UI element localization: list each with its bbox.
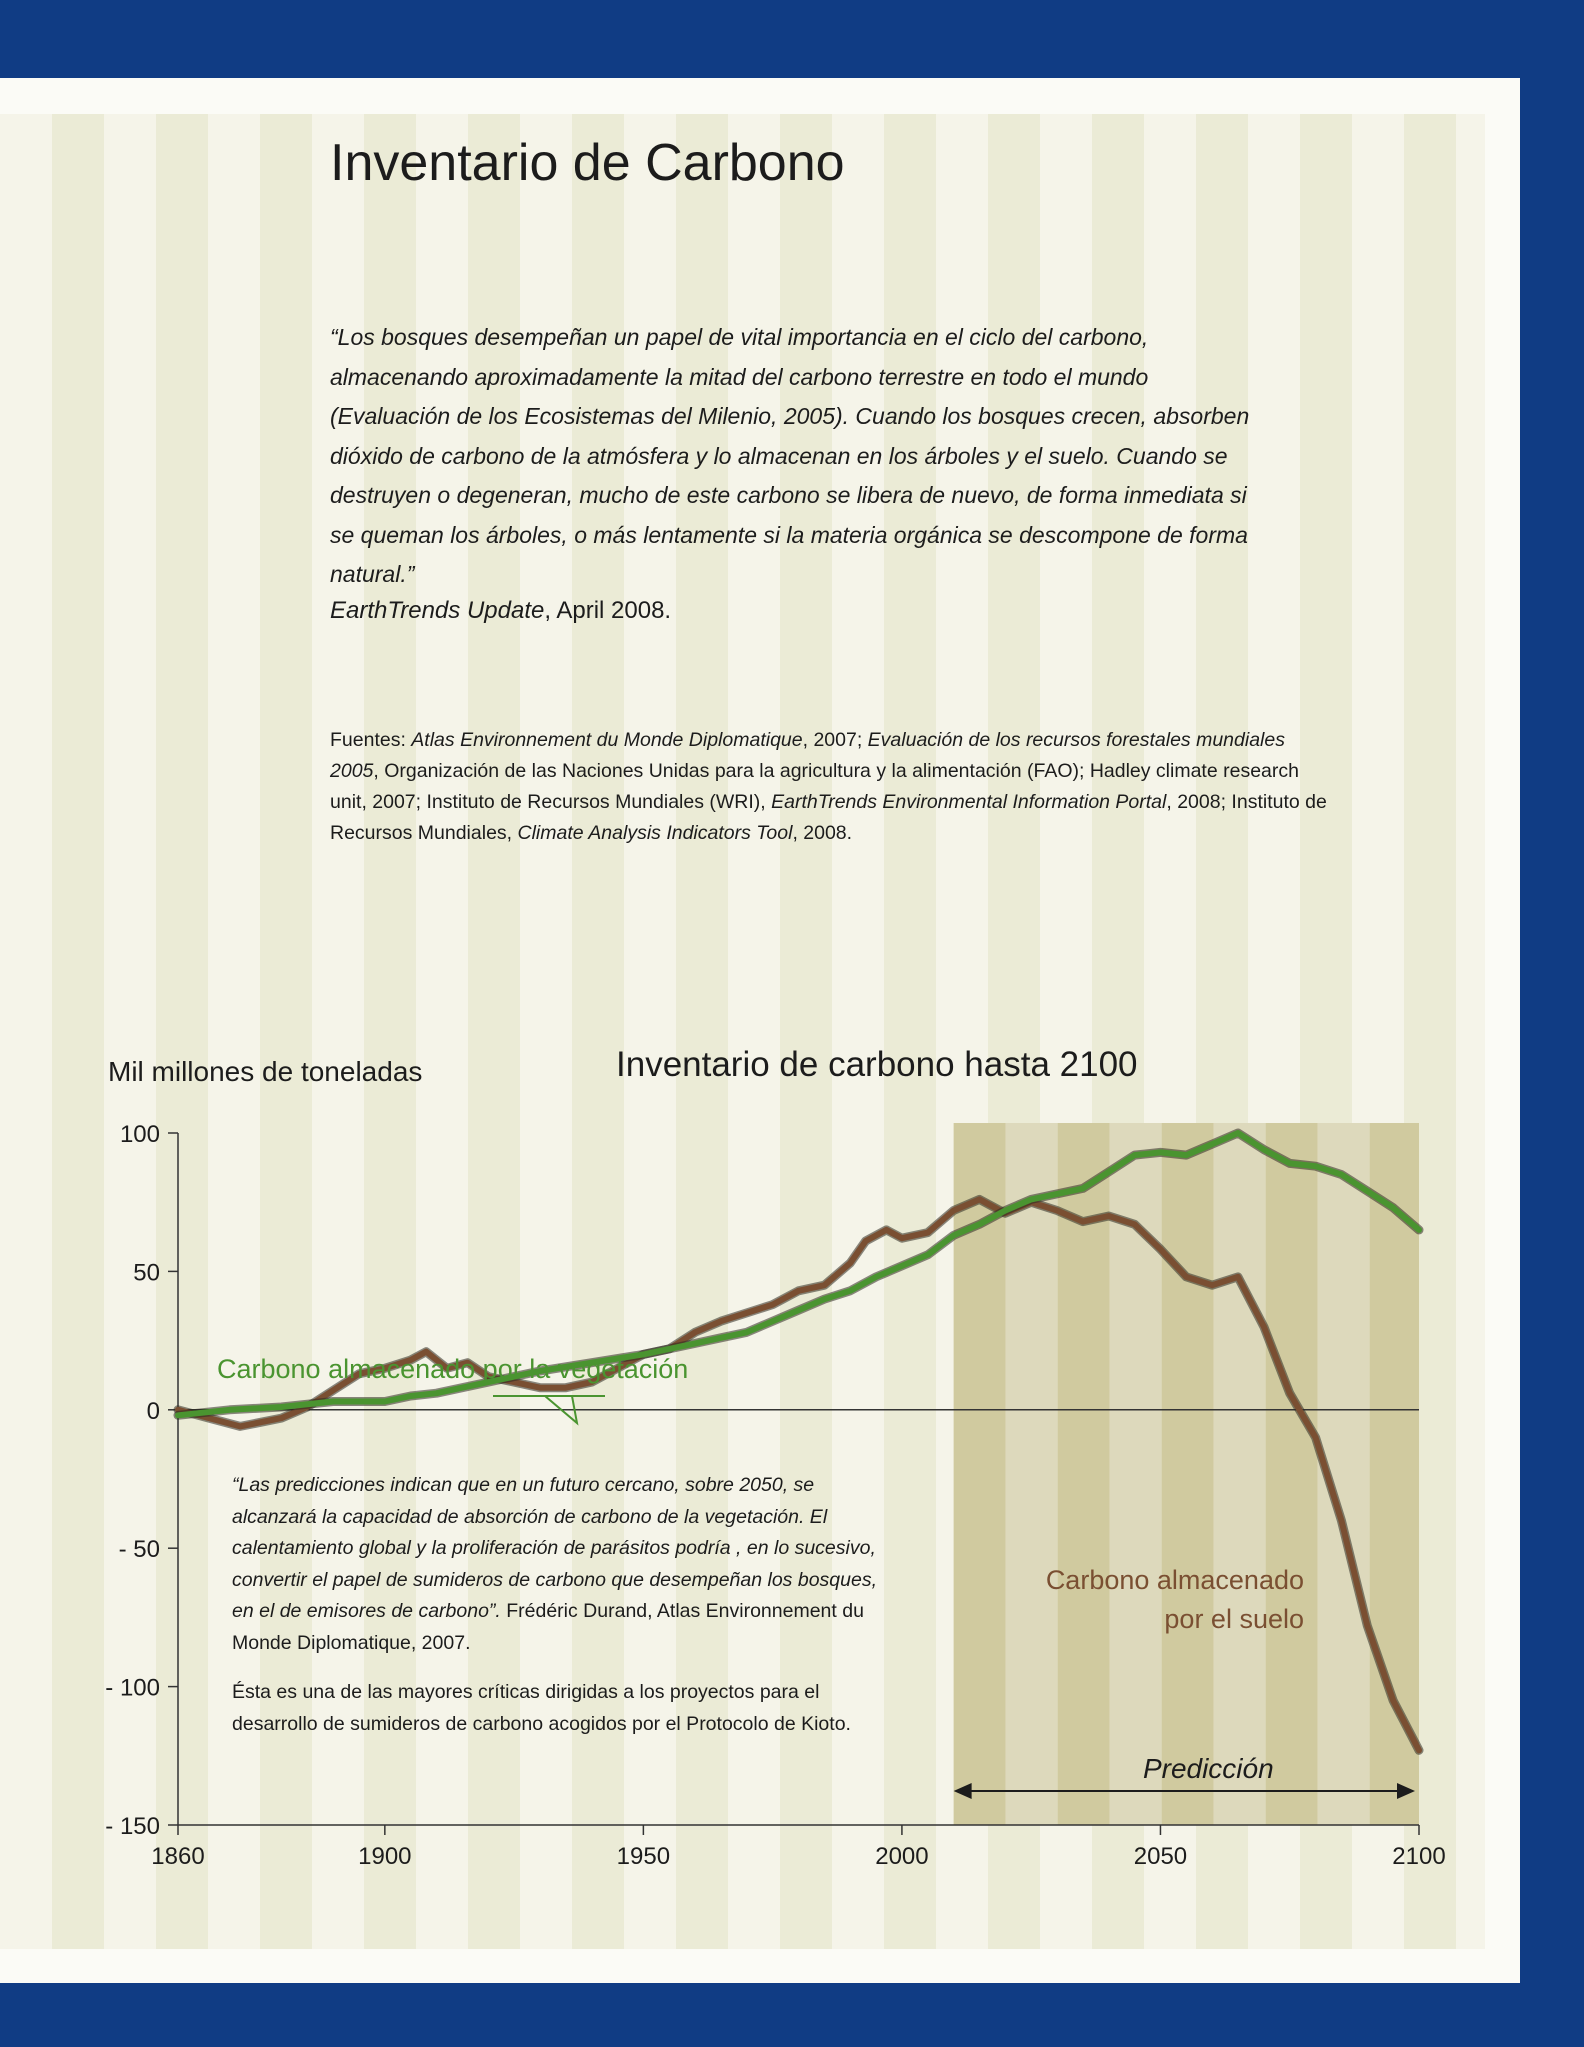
vegetation-series-point: [720, 1337, 721, 1338]
soil-series-point: [1419, 1750, 1420, 1751]
soil-series-point: [1212, 1285, 1213, 1286]
soil-series-point: [746, 1312, 747, 1313]
y-tick-label: 0: [146, 1397, 160, 1425]
vegetation-series-point: [1238, 1133, 1239, 1134]
source-sep-2: , 2008; Instituto de Recursos Mundiales,: [330, 791, 1327, 844]
soil-series-point: [1134, 1224, 1135, 1225]
soil-series-point: [720, 1321, 721, 1322]
chart-note: [232, 1470, 882, 1740]
vegetation-series-point: [1212, 1144, 1213, 1145]
vegetation-series-point: [384, 1401, 385, 1402]
prediction-band-stripe: [1006, 1123, 1058, 1825]
sources-lead: Fuentes:: [330, 729, 412, 751]
soil-series-point: [1263, 1326, 1264, 1327]
source-earthtrends: EarthTrends Environmental Information Portal: [771, 791, 1167, 813]
vegetation-series-point: [979, 1224, 980, 1225]
prediction-quote-attribution: Frédéric Durand, Atlas Environnement du Monde Diplomatique, 2007.: [232, 1600, 864, 1654]
prediction-band-stripe: [1058, 1123, 1110, 1825]
vegetation-series-point: [1341, 1174, 1342, 1175]
vegetation-series-label: Carbono almacenado por la vegetación: [217, 1354, 689, 1384]
source-sep-1: , 2007;: [802, 729, 868, 751]
soil-series-point: [1289, 1393, 1290, 1394]
soil-series-point: [1057, 1210, 1058, 1211]
soil-series-point: [1186, 1276, 1187, 1277]
x-tick-label: 1900: [358, 1843, 412, 1870]
soil-series-point: [1315, 1437, 1316, 1438]
soil-series-point: [979, 1199, 980, 1200]
y-tick-label: 50: [133, 1259, 160, 1287]
vegetation-series-point: [1005, 1210, 1006, 1211]
y-tick-label: 100: [119, 1121, 160, 1148]
soil-series-point: [772, 1304, 773, 1305]
soil-series-point: [333, 1390, 334, 1391]
vegetation-series-point: [1315, 1166, 1316, 1167]
soil-series-point: [426, 1351, 427, 1352]
vegetation-series-point: [1393, 1207, 1394, 1208]
vegetation-series-point: [1419, 1229, 1420, 1230]
vegetation-series-point: [798, 1310, 799, 1311]
source-end: , 2008.: [792, 822, 853, 844]
vegetation-series-point: [1057, 1193, 1058, 1194]
vegetation-series-point: [333, 1401, 334, 1402]
attribution-source: EarthTrends Update: [330, 597, 545, 624]
attribution-date: , April 2008.: [544, 597, 672, 624]
soil-series-point: [1160, 1249, 1161, 1250]
soil-series-point: [850, 1263, 851, 1264]
kyoto-critique: Ésta es una de las mayores críticas dirigidas a los proyectos para el desarrollo de sumideros de carbono acogidos por el Protocolo de Kioto.: [232, 1681, 851, 1735]
y-tick-label: - 150: [105, 1813, 160, 1840]
soil-series-point: [281, 1418, 282, 1419]
soil-series-point: [1341, 1520, 1342, 1521]
vegetation-series-point: [824, 1299, 825, 1300]
vegetation-series-point: [410, 1395, 411, 1396]
vegetation-series-point: [178, 1415, 179, 1416]
vegetation-series-point: [436, 1393, 437, 1394]
soil-series-point: [209, 1418, 210, 1419]
soil-series-label-line1: Carbono almacenado: [1045, 1565, 1304, 1595]
soil-series-label-line2: por el suelo: [1164, 1604, 1304, 1634]
soil-series-point: [1367, 1625, 1368, 1626]
prediction-band-stripe: [1266, 1123, 1318, 1825]
soil-series-point: [953, 1210, 954, 1211]
vegetation-series-point: [1082, 1188, 1083, 1189]
vegetation-series-point: [953, 1235, 954, 1236]
vegetation-series-point: [901, 1265, 902, 1266]
prediction-band-stripe: [1162, 1123, 1214, 1825]
vegetation-series-point: [772, 1321, 773, 1322]
vegetation-series-point: [746, 1332, 747, 1333]
vegetation-series-point: [1108, 1171, 1109, 1172]
soil-series-point: [1108, 1216, 1109, 1217]
x-tick-label: 1860: [151, 1843, 205, 1870]
soil-series-point: [1238, 1276, 1239, 1277]
soil-series-point: [1393, 1700, 1394, 1701]
x-tick-label: 2000: [875, 1843, 929, 1870]
vegetation-series-point: [876, 1276, 877, 1277]
soil-series-point: [865, 1240, 866, 1241]
soil-series-point: [824, 1285, 825, 1286]
vegetation-series-point: [281, 1407, 282, 1408]
source-fao-wri: , Organización de las Naciones Unidas para la agricultura y la alimentación (FAO); Hadley climate research unit, 2007; Instituto de Recursos Mundiales (WRI),: [330, 760, 1299, 813]
vegetation-series-point: [1031, 1199, 1032, 1200]
y-axis-label: Mil millones de toneladas: [108, 1056, 423, 1087]
vegetation-series-point: [358, 1401, 359, 1402]
vegetation-series-point: [695, 1343, 696, 1344]
soil-series-point: [927, 1232, 928, 1233]
vegetation-series-point: [927, 1254, 928, 1255]
soil-series-point: [1082, 1221, 1083, 1222]
soil-series-point: [240, 1426, 241, 1427]
prediction-quote: “Las predicciones indican que en un futuro cercano, sobre 2050, se alcanzará la capacidad de absorción de carbono de la vegetación. El calentamiento global y la proliferación de parásitos podría , en lo sucesivo, convertir el papel de sumideros de carbono que desempeñan los bosques, en el de emisores de carbono”.: [232, 1474, 877, 1622]
source-cait: Climate Analysis Indicators Tool: [517, 822, 793, 844]
prediction-band-stripe: [1214, 1123, 1266, 1825]
y-tick-label: - 50: [118, 1536, 160, 1564]
x-tick-label: 1950: [616, 1843, 671, 1870]
prediction-label: Predicción: [1142, 1753, 1274, 1784]
chart-title: Inventario de carbono hasta 2100: [616, 1045, 1138, 1084]
soil-series-point: [886, 1229, 887, 1230]
source-atlas: Atlas Environnement du Monde Diplomatique: [411, 729, 803, 751]
vegetation-series-point: [1160, 1152, 1161, 1153]
soil-series-point: [565, 1387, 566, 1388]
poster-page: [0, 78, 1520, 1983]
x-tick-label: 2050: [1133, 1843, 1188, 1870]
vegetation-series-point: [1289, 1163, 1290, 1164]
page-title: Inventario de Carbono: [330, 134, 845, 192]
x-tick-label: 2100: [1392, 1843, 1446, 1870]
soil-series-point: [695, 1332, 696, 1333]
soil-series-point: [798, 1290, 799, 1291]
vegetation-series-point: [1186, 1155, 1187, 1156]
y-tick-label: - 100: [105, 1674, 160, 1702]
vegetation-series-point: [1134, 1155, 1135, 1156]
intro-quote: “Los bosques desempeñan un papel de vital importancia en el ciclo del carbono, almacenando aproximadamente la mitad del carbono terrestre en todo el mundo (Evaluación de los Ecosistemas del Milenio, 2005). Cuando los bosques crecen, absorben dióxido de carbono de la atmósfera y lo almacenan en los árboles y el suelo. Cuando se destruyen o degeneran, mucho de este carbono se libera de nuevo, de forma inmediata si se queman los árboles, o más lentamente si la materia orgánica se descompone de forma natural.”: [330, 324, 1250, 587]
vegetation-series-point: [229, 1409, 230, 1410]
source-fra: Evaluación de los recursos forestales mundiales 2005: [330, 729, 1285, 782]
soil-series-point: [178, 1409, 179, 1410]
prediction-quote-paragraph: [232, 1470, 882, 1659]
vegetation-series-point: [850, 1290, 851, 1291]
soil-series-point: [901, 1238, 902, 1239]
soil-series-point: [539, 1387, 540, 1388]
vegetation-series-point: [1263, 1149, 1264, 1150]
vegetation-series-point: [1367, 1191, 1368, 1192]
